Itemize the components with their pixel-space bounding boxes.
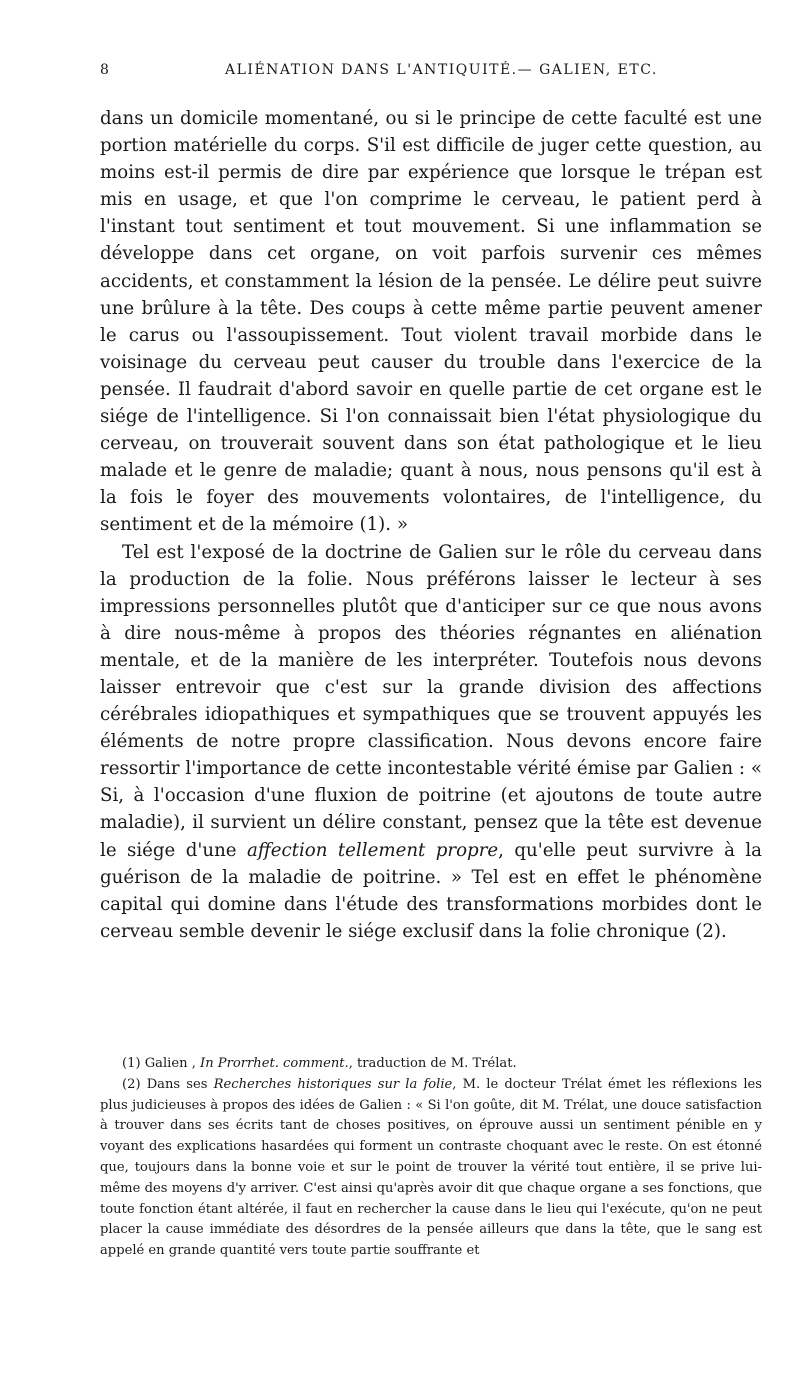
body-text: [100, 105, 762, 945]
running-title: ALIÉNATION DANS L'ANTIQUITÉ.— GALIEN, ETC.: [225, 62, 658, 78]
footnote-2-part-b: , M. le docteur Trélat émet les réflexions les plus judicieuses à propos des idées de Galien : « Si l'on goûte, dit M. Trélat, une douce satisfaction à trouver dans ses écrits tant de choses positives, on éprouve aussi un sentiment pénible en y voyant des explications hasardées qui forment un contraste choquant avec le reste. On est étonné que, toujours dans la bonne voie et sur le point de trouver la vérité tout entière, il se prive lui-même des moyens d'y arriver. C'est ainsi qu'après avoir dit que chaque organe a ses fonctions, que toute fonction étant altérée, il faut en rechercher la cause dans le lieu qui l'exécute, qu'on ne peut placer la cause immédiate des désordres de la pensée ailleurs que dans la tête, que le sang est appelé en grande quantité vers toute partie souffrante et: [100, 1076, 762, 1259]
paragraph-1: dans un domicile momentané, ou si le principe de cette faculté est une portion matérielle du corps. S'il est difficile de juger cette question, au moins est-il permis de dire par expérience que lorsque le trépan est mis en usage, et que l'on comprime le cerveau, le patient perd à l'instant tout sentiment et tout mouvement. Si une inflammation se développe dans cet organe, on voit parfois survenir ces mêmes accidents, et constamment la lésion de la pensée. Le délire peut suivre une brûlure à la tête. Des coups à cette même partie peuvent amener le carus ou l'assoupissement. Tout violent travail morbide dans le voisinage du cerveau peut causer du trouble dans l'exercice de la pensée. Il faudrait d'abord savoir en quelle partie de cet organe est le siége de l'intelligence. Si l'on connaissait bien l'état physiologique du cerveau, on trouverait souvent dans son état pathologique et le lieu malade et le genre de maladie; quant à nous, nous pensons qu'il est à la fois le foyer des mouvements volontaires, de l'intelligence, du sentiment et de la mémoire (1). »: [100, 108, 762, 536]
paragraph-2: [100, 539, 762, 945]
page-number: 8: [100, 62, 111, 78]
footnote-1-part-a: (1) Galien ,: [122, 1056, 196, 1071]
footnote-1: [100, 1054, 762, 1075]
footnotes: [100, 1054, 762, 1262]
footnote-2-part-a: (2) Dans ses: [122, 1076, 208, 1092]
paragraph-2-emphasis: affection tellement propre: [246, 839, 499, 861]
page-header: [100, 62, 760, 86]
footnote-2: [100, 1075, 762, 1262]
footnote-2-title: Recherches historiques sur la folie: [213, 1076, 453, 1092]
paragraph-2-part-a: Tel est l'exposé de la doctrine de Galien sur le rôle du cerveau dans la production de la folie. Nous préférons laisser le lecteur à ses impressions personnelles plutôt que d'anticiper sur ce que nous avons à dire nous-même à propos des théories régnantes en aliénation mentale, et de la manière de les interpréter. Toutefois nous devons laisser entrevoir que c'est sur la grande division des affections cérébrales idiopathiques et sympathiques que se trouvent appuyés les éléments de notre propre classification. Nous devons encore faire ressortir l'importance de cette incontestable vérité émise par Galien : « Si, à l'occasion d'une fluxion de poitrine (et ajoutons de toute autre maladie), il survient un délire constant, pensez que la tête est devenue le siége d'une: [100, 541, 762, 861]
footnote-1-title: In Prorrhet. comment.: [200, 1056, 349, 1071]
paragraph-2-part-b: , qu'elle peut survivre à la guérison de la maladie de poitrine. » Tel est en effet le phénomène capital qui domine dans l'étude des transformations morbides dont le cerveau semble devenir le siége exclusif dans la folie chronique (2).: [100, 839, 763, 942]
footnote-1-part-b: , traduction de M. Trélat.: [348, 1056, 517, 1071]
